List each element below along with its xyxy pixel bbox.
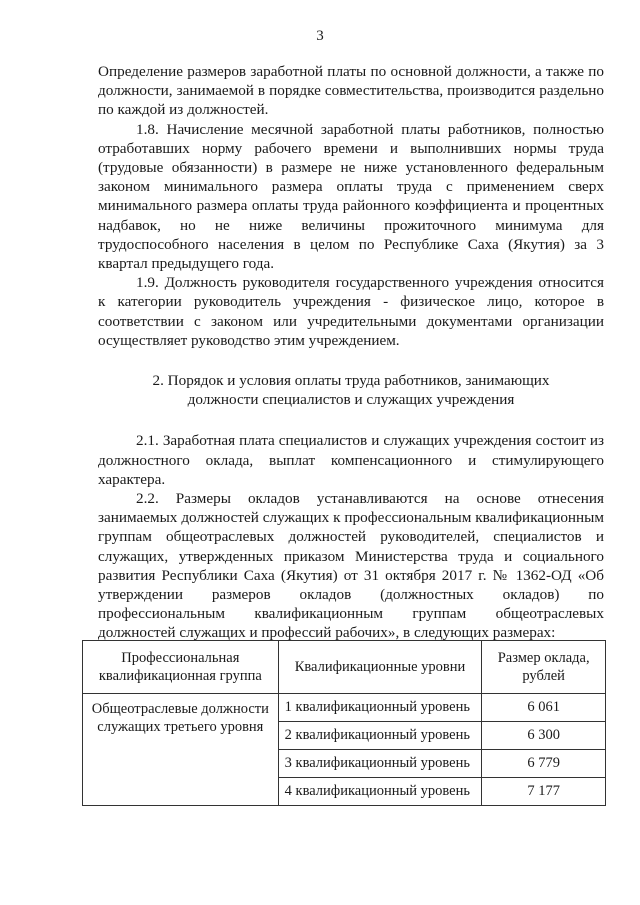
level-cell: 3 квалификационный уровень <box>278 750 482 778</box>
group-name-cell: Общеотраслевые должности служащих третьего уровня <box>83 694 279 806</box>
section-title-line-2: должности специалистов и служащих учреждения <box>187 391 515 409</box>
table-header-row <box>83 641 606 694</box>
salary-table <box>82 640 606 806</box>
section-title-line-1: 2. Порядок и условия оплаты труда работников, занимающих <box>152 372 550 390</box>
table-row <box>83 694 606 722</box>
document-body <box>98 62 604 643</box>
header-group: Профессиональная квалификационная группа <box>83 641 279 694</box>
salary-cell: 7 177 <box>482 778 606 806</box>
level-cell: 4 квалификационный уровень <box>278 778 482 806</box>
page-number: 3 <box>316 28 324 44</box>
paragraph-1-continuation: Определение размеров заработной платы по основной должности, а также по должности, занимаемой в порядке совместительства, производится раздельно по каждой из должностей. <box>98 63 604 119</box>
paragraph-2-1: 2.1. Заработная плата специалистов и служащих учреждения состоит из должностного оклада, выплат компенсационного и стимулирующего характера. <box>98 432 604 488</box>
header-level: Квалификационные уровни <box>278 641 482 694</box>
paragraph-1-8: 1.8. Начисление месячной заработной платы работников, полностью отработавших норму рабочего времени и выполнивших нормы труда (трудовые обязанности) в размере не ниже установленного федеральным законом минимального размера оплаты труда с применением сверх минимального размера оплаты труда районного коэффициента и процентных надбавок, но не ниже величины прожиточного минимума для трудоспособного населения в целом по Республике Саха (Якутия) за 3 квартал предыдущего года. <box>98 120 604 273</box>
salary-cell: 6 300 <box>482 722 606 750</box>
level-cell: 1 квалификационный уровень <box>278 694 482 722</box>
section-2-title <box>98 371 604 409</box>
salary-cell: 6 779 <box>482 750 606 778</box>
salary-table-wrapper <box>82 640 606 806</box>
salary-cell: 6 061 <box>482 694 606 722</box>
header-salary: Размер оклада, рублей <box>482 641 606 694</box>
paragraph-2-2: 2.2. Размеры окладов устанавливаются на основе отнесения занимаемых должностей служащих к профессиональным квалификационным группам общеотраслевых должностей руководителей, специалистов и служащих, утвержденных приказом Министерства труда и социального развития Республики Саха (Якутия) от 31 октября 2017 г. № 1362-ОД «Об утверждении размеров окладов (должностных окладов) по профессиональным квалификационным группам общеотраслевых должностей служащих и профессий рабочих», в следующих размерах: <box>98 490 604 642</box>
level-cell: 2 квалификационный уровень <box>278 722 482 750</box>
paragraph-1-9: 1.9. Должность руководителя государственного учреждения относится к категории руководитель учреждения - физическое лицо, которое в соответствии с законом или учредительными документами организации осуществляет руководство этим учреждением. <box>98 274 604 349</box>
